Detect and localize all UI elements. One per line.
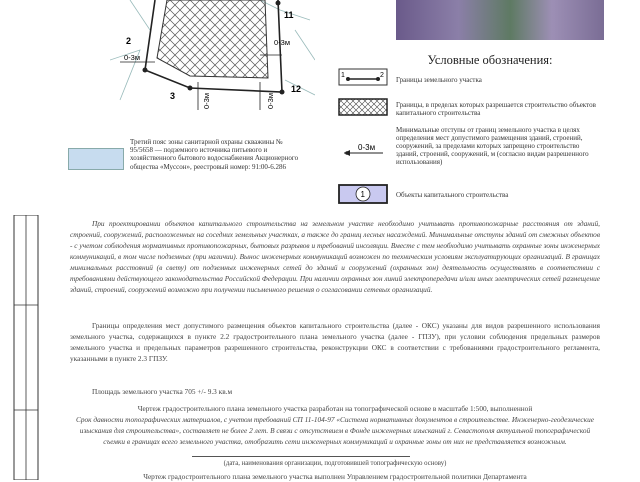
legend-item-setback: Минимальные отступы от границ земельного участка в целях определения мест допустимого размещения зданий, строений, сооружений, за пределами которых запрещено строительство зданий, строений, сооружений, м (согласно видам разрешенного использования) <box>396 126 589 166</box>
paragraph-fire-safety: При проектировании объектов капитального строительства на земельном участке необходимо учитывать противопожарные расстояния от зданий, строений, сооружений, расположенных на соседних земельных участках, а также до границ лесных насаждений. Минимальные отступы зданий от смежных объектов - с учетом соблюдения нормативных противопожарных, бытовых разрывов и требований инсоляции. Вместе с тем необходимо учитывать охранные зоны инженерных коммуникаций, в том числе подземных (при наличии). Вынос инженерных коммуникаций возможен по техническим условиям эксплуатирующих организаций. В границах минимальных расстояний (в свету) от подземных инженерных сетей до зданий и сооружений (охранных зон) деятельность осуществлять в соответствии с требованиями действующего законодательства Российской Федерации. При наличии охранных зон линий электропередачи и/или иных электрических сетей размещение зданий, строений, сооружений возможно при получении письменного решения о согласовании сетевых организаций. <box>70 219 600 294</box>
legend-boundary-sample <box>338 68 388 86</box>
legend-title: Условные обозначения: <box>427 53 553 67</box>
paragraph-topo-validity: Срок давности топографических материалов, с учетом требований СП 11-104-97 «Система нормативных документов в строительстве. Инженерно-геодезические изыскания для строительства», составляет не более 2 лет. В связи с отсутствием в Фонде инженерных изысканий г. Севастополя актуальной топографической съемки в границах всего земельного участка, отобразить сети инженерных коммуникаций и охранные зоны от них не представляется возможным. <box>76 415 594 446</box>
caption-divider <box>192 456 410 457</box>
legend-buildable-sample <box>338 98 388 116</box>
paragraph-prepared-by: Чертеж градостроительного плана земельного участка выполнен Управлением градостроительной политики Департамента <box>143 472 527 481</box>
point-label-11: 11 <box>284 10 294 20</box>
aerial-photo <box>396 0 604 40</box>
site-plan-drawing <box>110 0 315 118</box>
setback-label: 0-3м <box>202 93 211 109</box>
legend-item-building: Объекты капитального строительства <box>396 191 509 199</box>
setback-label: 0-3м <box>124 53 140 62</box>
title-block-stamp <box>0 215 40 480</box>
setback-label: 0-3м <box>274 38 290 47</box>
sanitary-zone-text: Третий пояс зоны санитарной охраны скважины № 95/5658 — подземного источника питьевого и хозяйственного бытового водоснабжения Акционерного общества «Муссон», реестровый номер: 91:00-6.286 <box>130 138 299 171</box>
legend-item-buildable: Границы, в пределах которых разрешается строительство объектов капитального строительства <box>396 101 596 117</box>
point-label-2: 2 <box>126 36 132 46</box>
paragraph-topo-basis: Чертеж градостроительного плана земельного участка разработан на топографической основе в масштабе 1:500, выполненной <box>137 404 533 413</box>
legend-sample-label: 0-3м <box>358 143 376 152</box>
legend-sample-label: 1 <box>360 190 365 199</box>
point-label-3: 3 <box>170 91 176 101</box>
parcel-area: Площадь земельного участка 705 +/- 9.3 кв.м <box>92 387 233 396</box>
legend-building-sample <box>338 184 388 204</box>
point-label-12: 12 <box>291 84 302 94</box>
legend-sample-label: 2 <box>380 72 384 79</box>
legend-sample-label: 1 <box>341 72 345 79</box>
paragraph-permitted-zone: Границы определения мест допустимого размещения объектов капитального строительства (далее - ОКС) указаны для видов разрешенного использования земельного участка, содержащихся в пункте 2.2 градостроительного плана земельного участка (далее - ГПЗУ), при условии соблюдения предельных размеров земельного участка и предельных параметров разрешенного строительства, реконструкции ОКС в соответствии с требованиями градостроительного регламента, указанными в пункте 2.3 ГПЗУ. <box>70 321 600 363</box>
topo-caption: (дата, наименования организации, подготовившей топографическую основу) <box>223 460 447 467</box>
setback-label: 0-3м <box>266 93 275 109</box>
legend-setback-sample <box>338 140 388 158</box>
legend-item-boundary: Границы земельного участка <box>396 76 482 84</box>
sanitary-zone-swatch <box>68 148 124 170</box>
